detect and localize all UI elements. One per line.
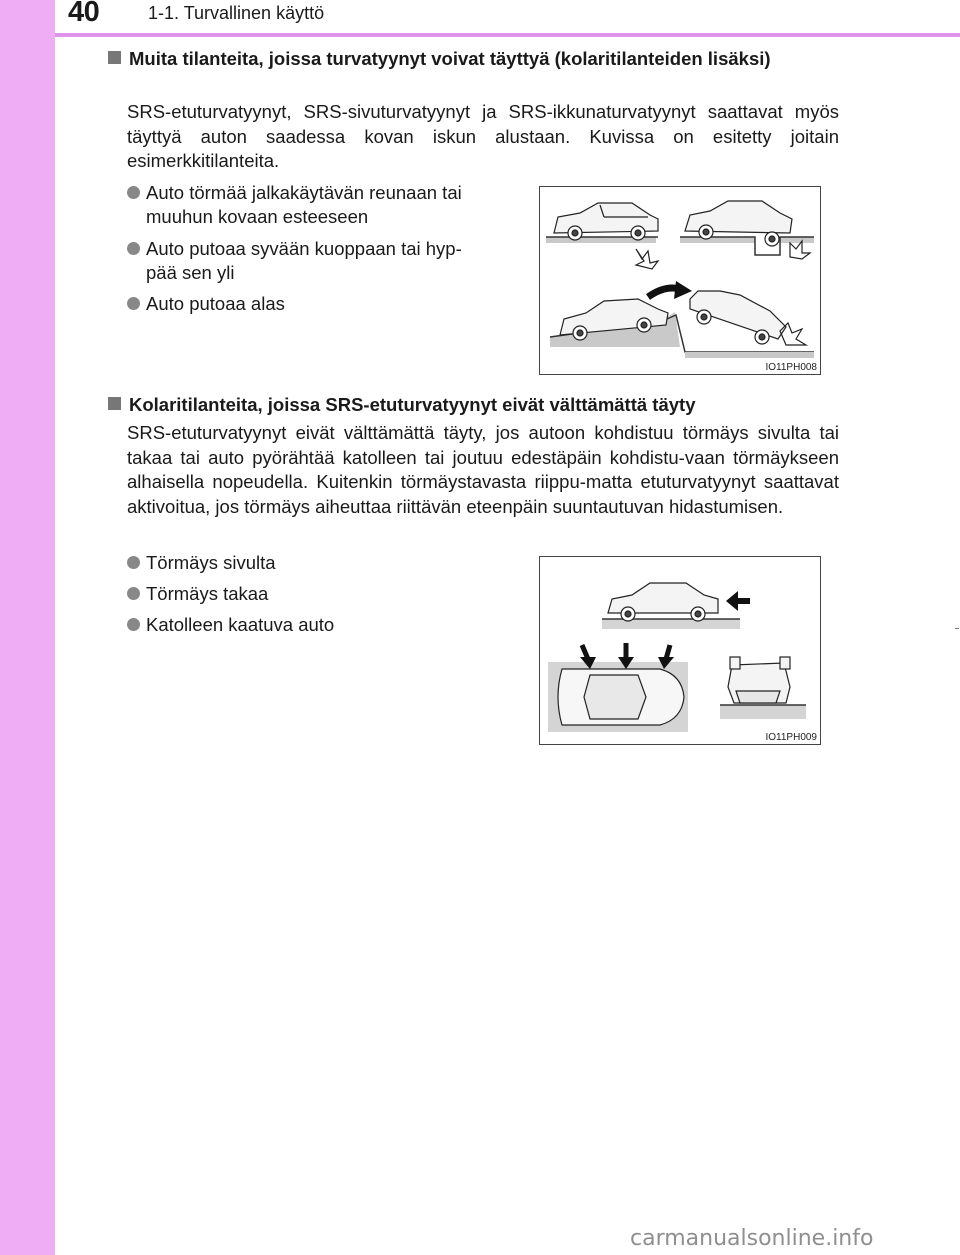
section2-bullet-1 xyxy=(127,551,276,575)
car-icon xyxy=(690,291,786,344)
figure-code: IO11PH008 xyxy=(765,362,817,373)
overturned-car-icon xyxy=(728,657,790,703)
car-icon xyxy=(608,583,718,621)
impact-burst-icon xyxy=(636,249,658,269)
round-bullet-icon xyxy=(127,618,140,631)
chapter-title: 1-1. Turvallinen käyttö xyxy=(148,3,325,23)
page-number: 40 xyxy=(68,0,100,28)
car-top-view-icon xyxy=(558,669,684,725)
section1-paragraph: SRS-etuturvatyynyt, SRS-sivuturvatyynyt ja SRS-ikkunaturvatyynyt saattavat myös täyttyä auton saadessa kovan iskun alustaan. Kuvissa on esitetty joitain esimerkkitilanteita. xyxy=(127,101,839,171)
section2-bullet-2 xyxy=(127,582,268,606)
collision-illustration xyxy=(540,557,820,744)
bullet-text: Auto putoaa syvään kuoppaan tai hyp- xyxy=(146,238,462,259)
bullet-text: Auto putoaa alas xyxy=(146,293,285,314)
round-bullet-icon xyxy=(127,297,140,310)
section1-bullet-1 xyxy=(127,181,520,229)
section1-bullet-3 xyxy=(127,292,285,316)
round-bullet-icon xyxy=(127,186,140,199)
round-bullet-icon xyxy=(127,242,140,255)
bullet-text: Törmäys takaa xyxy=(146,583,269,604)
watermark: carmanualsonline.info xyxy=(630,1226,874,1251)
side-color-band xyxy=(0,0,55,1255)
section2-heading-text: Kolaritilanteita, joissa SRS-etuturvatyynyt eivät välttämättä täyty xyxy=(129,394,696,415)
bullet-text: Katolleen kaatuva auto xyxy=(146,614,335,635)
section1-bullet-2 xyxy=(127,237,520,285)
figure-impact-examples xyxy=(539,186,821,375)
figure-non-deploy-examples xyxy=(539,556,821,745)
impact-burst-icon xyxy=(780,323,806,345)
section2-bullet-3 xyxy=(127,613,334,637)
square-bullet-icon xyxy=(108,397,121,410)
margin-tick xyxy=(955,628,959,629)
round-bullet-icon xyxy=(127,556,140,569)
bullet-text-continued: pää sen yli xyxy=(146,262,235,283)
section1-heading xyxy=(108,47,845,70)
impact-illustration xyxy=(540,187,820,374)
section2-paragraph: SRS-etuturvatyynyt eivät välttämättä täyty, jos autoon kohdistuu törmäys sivulta tai takaa tai auto pyörähtää katolleen tai joutuu edestäpäin kohdistu-vaan törmäykseen alhaisella nopeudella. Kuitenkin törmäystavasta riippu-matta etuturvatyynyt saattavat aktivoitua, jos törmäys aiheuttaa riittävän eteenpäin suuntautuvan hidastumisen. xyxy=(127,422,839,517)
section1-heading-text: Muita tilanteita, joissa turvatyynyt voivat täyttyä (kolaritilanteiden lisäksi) xyxy=(129,48,771,69)
header-rule xyxy=(55,33,960,37)
round-bullet-icon xyxy=(127,587,140,600)
square-bullet-icon xyxy=(108,51,121,64)
impact-burst-icon xyxy=(790,241,810,259)
bullet-text: Törmäys sivulta xyxy=(146,552,276,573)
figure-code: IO11PH009 xyxy=(765,732,817,743)
bullet-text-continued: muuhun kovaan esteeseen xyxy=(146,206,369,227)
section2-heading xyxy=(108,393,845,416)
car-icon xyxy=(554,203,658,240)
bullet-text: Auto törmää jalkakäytävän reunaan tai xyxy=(146,182,462,203)
